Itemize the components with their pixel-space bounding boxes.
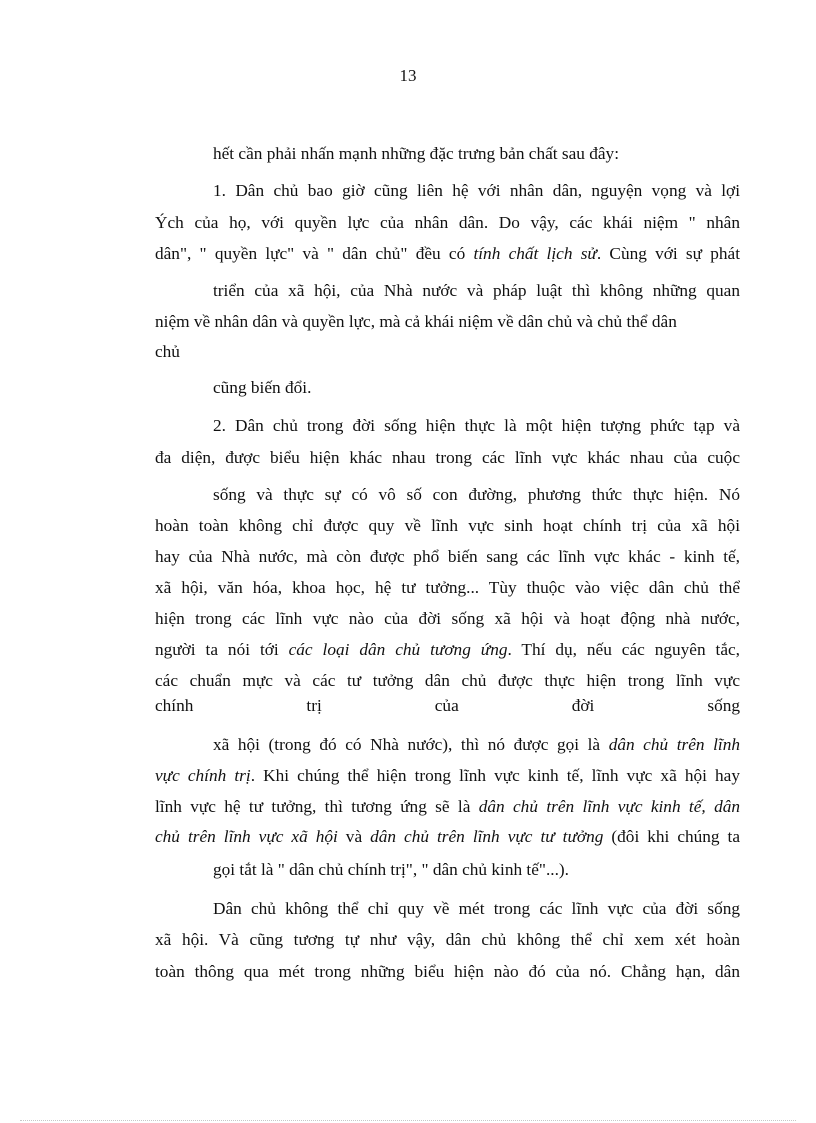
page-bottom-rule	[20, 1120, 796, 1121]
text-segment: Dân chủ không thể chỉ quy về mét trong các lĩnh vực của đời sống	[213, 899, 740, 918]
text-segment: xã hội, văn hóa, khoa học, hệ tư tưởng... Tùy thuộc vào việc dân chủ thể	[155, 578, 740, 597]
text-line	[213, 143, 740, 165]
text-line	[155, 341, 740, 363]
text-line	[213, 898, 740, 920]
text-segment: đa diện, được biểu hiện khác nhau trong các lĩnh vực khác nhau của cuộc	[155, 448, 740, 467]
text-segment: hết cần phải nhấn mạnh những đặc trưng bản chất sau đây:	[213, 144, 619, 163]
text-segment: xã hội (trong đó có Nhà nước), thì nó được gọi là	[213, 735, 609, 754]
text-line	[155, 515, 740, 537]
text-line	[213, 377, 740, 399]
text-line	[155, 212, 740, 234]
text-segment: toàn thông qua mét trong những biểu hiện nào đó của nó. Chẳng hạn, dân	[155, 962, 740, 981]
text-line	[213, 859, 740, 881]
text-line	[155, 929, 740, 951]
text-segment: hiện trong các lĩnh vực nào của đời sống xã hội và hoạt động nhà nước,	[155, 609, 740, 628]
italic-phrase: dân chủ trên lĩnh vực tư tưởng	[370, 827, 604, 846]
text-line	[155, 639, 740, 661]
text-line	[155, 546, 740, 568]
text-line	[155, 670, 740, 692]
text-segment: dân", " quyền lực" và " dân chủ" đều có	[155, 244, 474, 263]
text-line	[213, 180, 740, 202]
page-number: 13	[399, 66, 417, 85]
text-segment: hay của Nhà nước, mà còn được phổ biến sang các lĩnh vực khác - kinh tế,	[155, 547, 740, 566]
text-segment: . Cùng với sự phát	[596, 244, 740, 263]
text-line	[155, 826, 740, 848]
italic-phrase: chủ trên lĩnh vực xã hội	[155, 827, 338, 846]
text-line	[155, 608, 740, 630]
text-segment: các chuẩn mực và các tư tưởng dân chủ được thực hiện trong lĩnh vực	[155, 671, 740, 690]
italic-phrase: dân chủ trên lĩnh vực kinh tế, dân	[478, 797, 740, 816]
italic-phrase: vực chính trị	[155, 766, 251, 785]
text-segment: hoàn toàn không chỉ được quy về lĩnh vực sinh hoạt chính trị của xã hội	[155, 516, 740, 535]
text-segment: và	[337, 827, 371, 846]
text-segment: 1. Dân chủ bao giờ cũng liên hệ với nhân dân, nguyện vọng và lợi	[213, 181, 740, 200]
italic-phrase: dân chủ trên lĩnh	[608, 735, 741, 754]
text-segment: sống và thực sự có vô số con đường, phương thức thực hiện. Nó	[213, 485, 740, 504]
italic-phrase: tính chất lịch sử	[473, 244, 597, 263]
text-segment: 2. Dân chủ trong đời sống hiện thực là một hiện tượng phức tạp và	[213, 416, 740, 435]
text-line	[213, 734, 740, 756]
text-segment: chính trị của đời sống	[155, 696, 740, 715]
text-line	[155, 765, 740, 787]
text-segment: gọi tắt là " dân chủ chính trị", " dân chủ kinh tế"...).	[213, 860, 569, 879]
text-segment: (đôi khi chúng ta	[603, 827, 741, 846]
text-line	[155, 796, 740, 818]
text-line	[155, 695, 740, 717]
text-line	[155, 577, 740, 599]
text-segment: niệm về nhân dân và quyền lực, mà cả khái niệm về dân chủ và chủ thể dân	[155, 312, 677, 331]
text-line	[213, 280, 740, 302]
text-line	[155, 447, 740, 469]
text-segment: triển của xã hội, của Nhà nước và pháp luật thì không những quan	[213, 281, 740, 300]
text-line	[155, 961, 740, 983]
text-segment: xã hội. Và cũng tương tự như vậy, dân chủ không thể chỉ xem xét hoàn	[155, 930, 740, 949]
text-segment: Ých của họ, với quyền lực của nhân dân. Do vậy, các khái niệm " nhân	[155, 213, 740, 232]
text-segment: lĩnh vực hệ tư tưởng, thì tương ứng sẽ là	[155, 797, 479, 816]
text-segment: . Thí dụ, nếu các nguyên tắc,	[507, 640, 740, 659]
text-line	[155, 311, 740, 333]
text-segment: chủ	[155, 342, 180, 361]
text-line	[213, 415, 740, 437]
text-segment: cũng biến đổi.	[213, 378, 312, 397]
italic-phrase: các loại dân chủ tương ứng	[288, 640, 508, 659]
text-segment: . Khi chúng thể hiện trong lĩnh vực kinh tế, lĩnh vực xã hội hay	[250, 766, 740, 785]
text-segment: người ta nói tới	[155, 640, 289, 659]
text-line	[155, 243, 740, 265]
text-line	[213, 484, 740, 506]
